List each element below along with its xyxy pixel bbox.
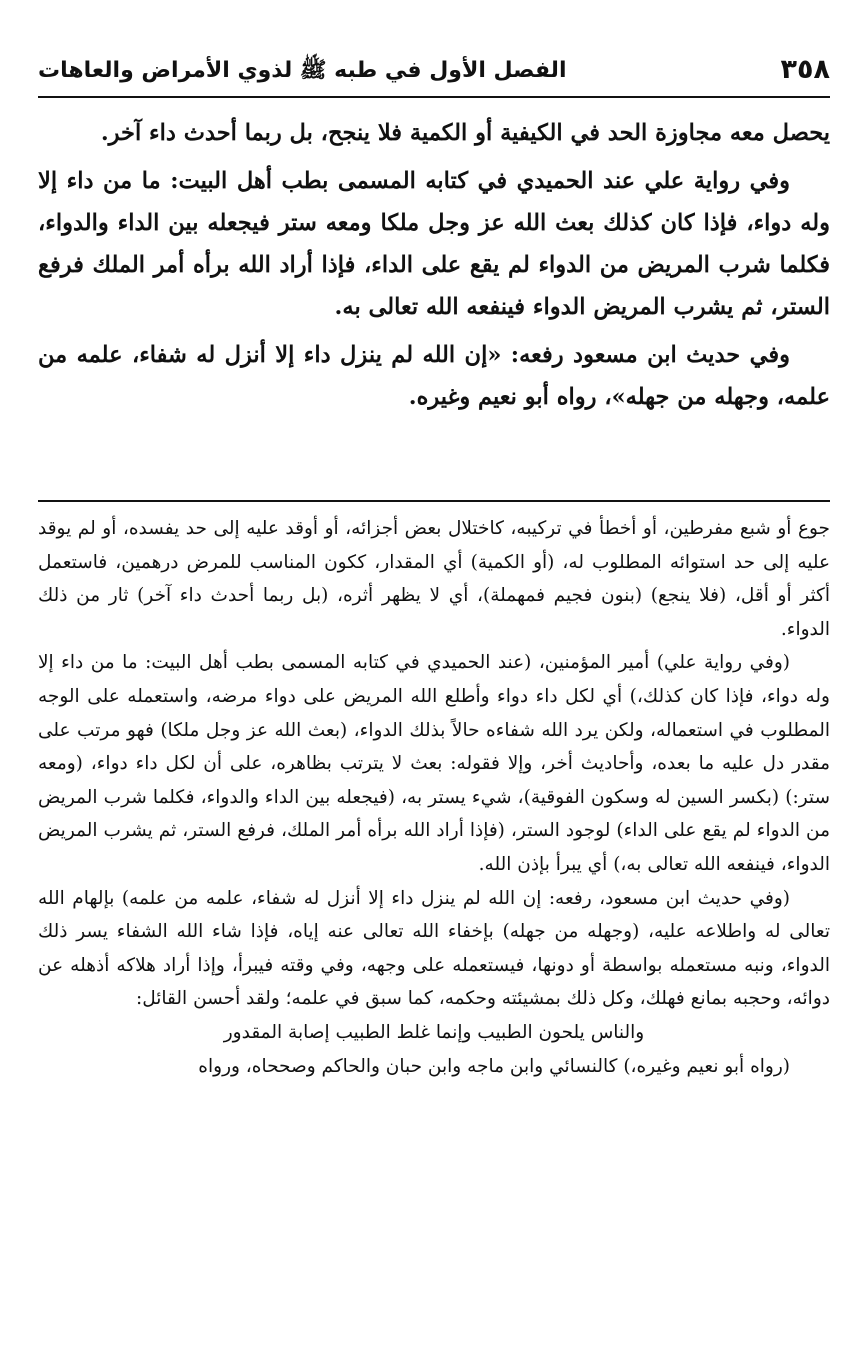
main-paragraph: وفي حديث ابن مسعود رفعه: «إن الله لم ينزل داء إلا أنزل له شفاء، علمه من علمه، وجهله من جهله»، رواه أبو نعيم وغيره.	[38, 342, 830, 410]
commentary-paragraph: جوع أو شبع مفرطين، أو أخطأ في تركيبه، كاختلال بعض أجزائه، أو أوقد عليه إلى حد يفسده، أو لم يوقد عليه إلى حد استوائه المطلوب له، (أو الكمية) أي المقدار، ككون المناسب للمرض درهمين، فاستعمل أكثر أو أقل، (فلا ينجع) (بنون فجيم فمهملة)، أي لا يظهر أثره، (بل ربما أحدث داء آخر) ثار من ذلك الدواء.	[38, 518, 830, 640]
running-title: الفصل الأول في طبه ﷺ لذوي الأمراض والعاهات	[38, 58, 567, 83]
footnote-separator	[38, 500, 830, 502]
poetry-verse: والناس يلحون الطبيب وإنما غلط الطبيب إصابة المقدور	[223, 1021, 645, 1043]
main-paragraph: وفي رواية علي عند الحميدي في كتابه المسمى بطب أهل البيت: ما من داء إلا وله دواء، فإذا كان كذلك بعث الله عز وجل ملكا ومعه ستر فيجعله بين الداء والدواء، فكلما شرب المريض من الدواء لم يقع على الداء، فإذا أراد الله برأه أمر الملك فرفع الستر، ثم يشرب المريض الدواء فينفعه الله تعالى به.	[38, 168, 830, 320]
commentary-paragraph: (وفي حديث ابن مسعود، رفعه: إن الله لم ينزل داء إلا أنزل له شفاء، علمه من علمه) بإلهام الله تعالى له واطلاعه عليه، (وجهله من جهله) بإخفاء الله تعالى عنه إياه، فإذا شاء الله الشفاء يسر ذلك الدواء، ونبه مستعمله بواسطة أو دونها، فيستعمله على وجهه، وفي وقته فيبرأ، وإذا أراد هلاكه أذهله عن دوائه، وحجبه بمانع فهلك، وكل ذلك بمشيئته وحكمه، كما سبق في علمه؛ ولقد أحسن القائل:	[38, 887, 830, 1010]
commentary-text	[38, 512, 830, 1083]
page-header	[38, 52, 830, 98]
commentary-paragraph: (رواه أبو نعيم وغيره،) كالنسائي وابن ماجه وابن حبان والحاكم وصححاه، ورواه	[198, 1055, 790, 1077]
commentary-paragraph: (وفي رواية علي) أمير المؤمنين، (عند الحميدي في كتابه المسمى بطب أهل البيت: ما من داء إلا وله دواء، فإذا كان كذلك،) أي لكل داء دواء وأطلع الله المريض على دواء مرضه، واستعمله على الوجه المطلوب في استعماله، ولكن يرد الله شفاءه حالاً بذلك الدواء، (بعث الله عز وجل ملكا) فهو مرتب على مقدر دل عليه ما بعده، وأحاديث أخر، وإلا فقوله: بعث لا يترتب بظاهره، على أن لكل داء دواء، (ومعه ستر:) (بكسر السين له وسكون الفوقية)، شيء يستر به، (فيجعله بين الداء والدواء، فكلما شرب المريض من الدواء لم يقع على الداء) لوجود الستر، (فإذا أراد الله برأه أمر الملك، فرفع الستر، ثم يشرب المريض الدواء، فينفعه الله تعالى به،) أي يبرأ بإذن الله.	[38, 652, 830, 875]
main-text	[38, 112, 830, 424]
main-paragraph: يحصل معه مجاوزة الحد في الكيفية أو الكمية فلا ينجح، بل ربما أحدث داء آخر.	[100, 120, 830, 146]
page-number: ٣٥٨	[780, 54, 830, 85]
